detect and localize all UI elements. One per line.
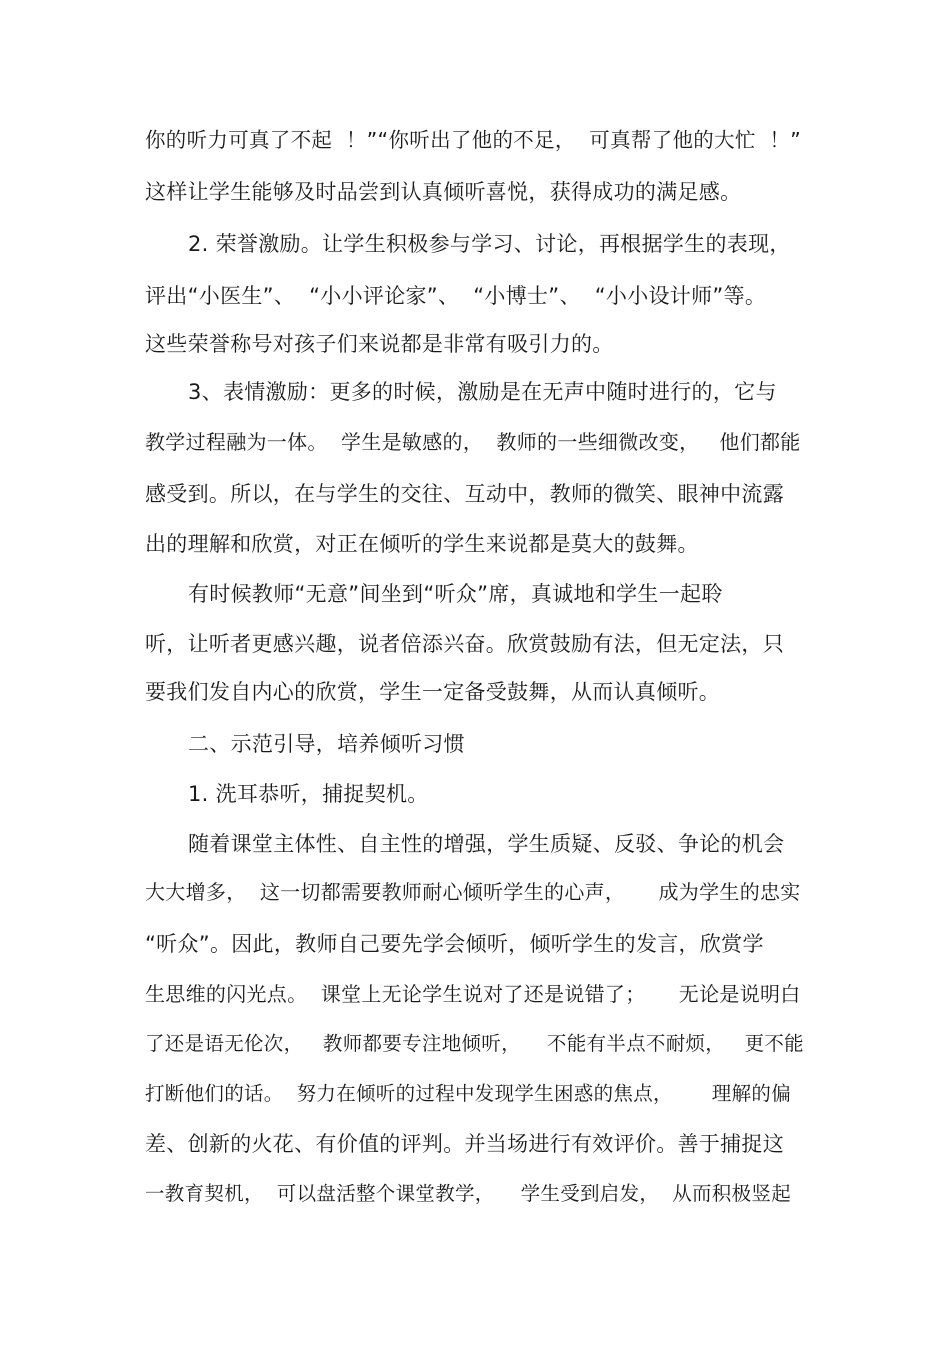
text-line: 随着课堂主体性、自主性的增强，学生质疑、反驳、争论的机会 (188, 832, 785, 856)
text-line: 打断他们的话。 努力在倾听的过程中发现学生困惑的焦点， 理解的偏 (145, 1082, 791, 1105)
text-line: 一教育契机， 可以盘活整个课堂教学， 学生受到启发， 从而积极竖起 (145, 1182, 791, 1205)
text-line: 了还是语无伦次， 教师都要专注地倾听， 不能有半点不耐烦， 更不能 (145, 1032, 804, 1055)
text-line: 感受到。所以，在与学生的交往、互动中，教师的微笑、眼神中流露 (145, 482, 784, 506)
text-line: 3、表情激励：更多的时候，激励是在无声中随时进行的，它与 (188, 380, 777, 404)
text-line: 出的理解和欣赏，对正在倾听的学生来说都是莫大的鼓舞。 (145, 532, 699, 556)
text-line: “听众”。因此，教师自己要先学会倾听，倾听学生的发言，欣赏学 (145, 932, 764, 956)
text-line: 要我们发自内心的欣赏，学生一定备受鼓舞，从而认真倾听。 (145, 680, 721, 704)
text-line: 你的听力可真了不起 ！”“你听出了他的不足， 可真帮了他的大忙 ！” (145, 128, 802, 152)
section-heading: 二、示范引导，培养倾听习惯 (188, 732, 465, 756)
text-line: 2. 荣誉激励。让学生积极参与学习、讨论，再根据学生的表现， (188, 232, 791, 256)
text-line: 这样让学生能够及时品尝到认真倾听喜悦，获得成功的满足感。 (145, 180, 742, 204)
subsection-heading: 1. 洗耳恭听，捕捉契机。 (188, 782, 429, 806)
text-line: 听，让听者更感兴趣，说者倍添兴奋。欣赏鼓励有法，但无定法，只 (145, 632, 784, 656)
text-line: 生思维的闪光点。 课堂上无论学生说对了还是说错了； 无论是说明白 (145, 982, 801, 1006)
text-line: 差、创新的火花、有价值的评判。并当场进行有效评价。善于捕捉这 (145, 1132, 784, 1156)
text-line: 这些荣誉称号对孩子们来说都是非常有吸引力的。 (145, 332, 614, 356)
text-line: 教学过程融为一体。 学生是敏感的， 教师的一些细微改变， 他们都能 (145, 430, 801, 454)
text-line: 评出“小医生”、 “小小评论家”、 “小博士”、 “小小设计师”等。 (145, 284, 767, 308)
text-line: 大大增多， 这一切都需要教师耐心倾听学生的心声， 成为学生的忠实 (145, 880, 801, 904)
text-line: 有时候教师“无意”间坐到“听众”席，真诚地和学生一起聆 (188, 582, 723, 606)
